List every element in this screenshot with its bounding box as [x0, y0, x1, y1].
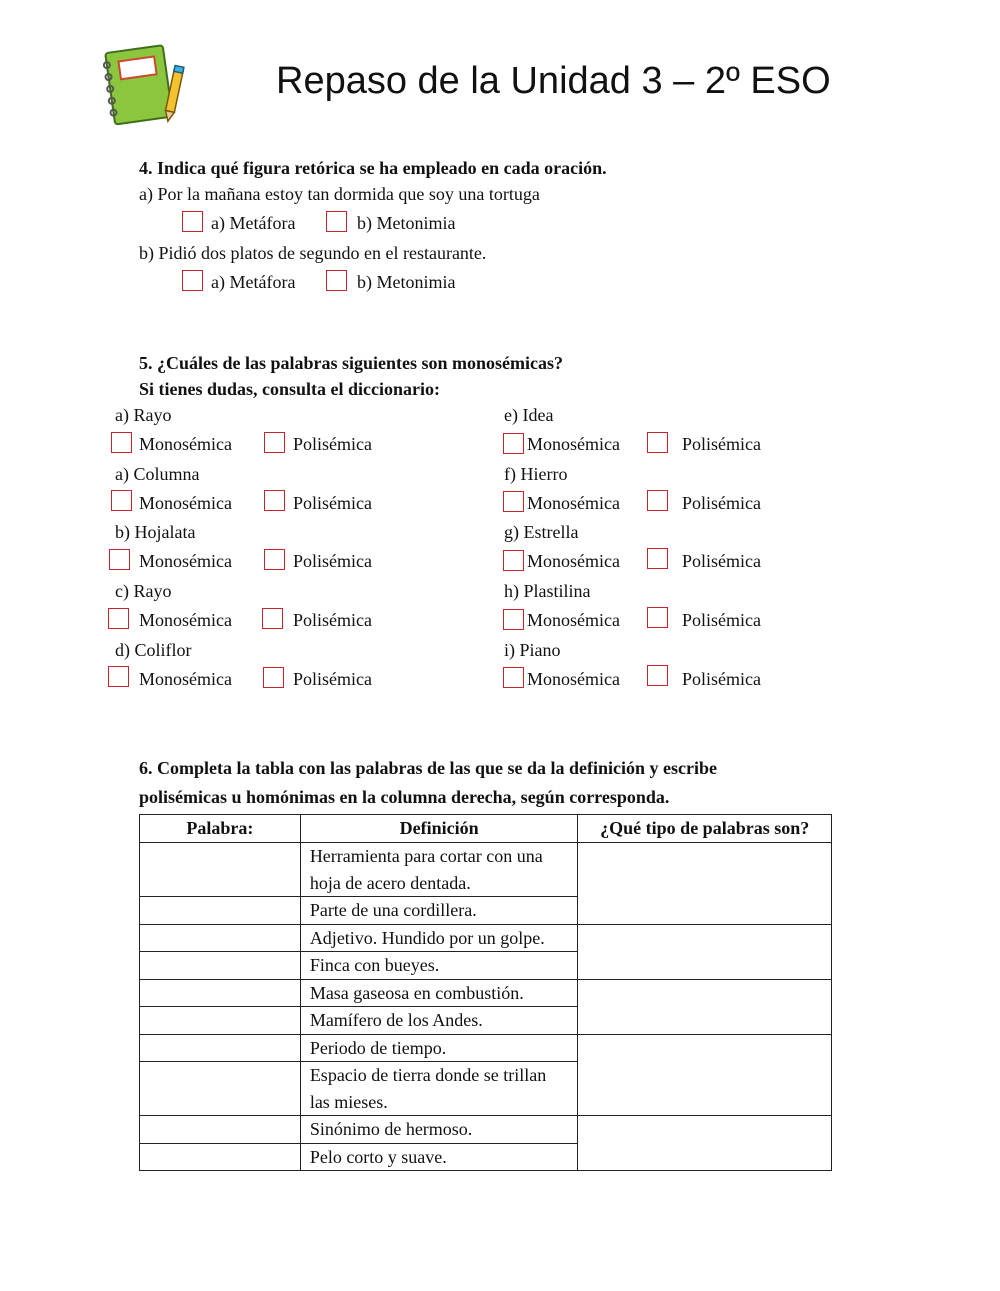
vocabulary-table: [139, 814, 832, 1171]
q4b-metafora-label: a) Metáfora: [211, 272, 296, 292]
definition-cell: Mamífero de los Andes.: [300, 1007, 578, 1035]
table-row: [140, 1116, 832, 1144]
column-header-type: ¿Qué tipo de palabras son?: [578, 815, 832, 843]
q4b-metonimia-label: b) Metonimia: [357, 272, 456, 292]
definition-cell: Periodo de tiempo.: [300, 1034, 578, 1062]
q5-word: c) Rayo: [115, 581, 172, 601]
word-answer-cell[interactable]: [140, 897, 301, 925]
q5-mono-checkbox[interactable]: [503, 667, 524, 688]
table-header-row: [140, 815, 832, 843]
q5-word: i) Piano: [504, 640, 561, 660]
q4-heading: 4. Indica qué figura retórica se ha empleado en cada oración.: [139, 158, 607, 178]
word-answer-cell[interactable]: [140, 924, 301, 952]
definition-cell: Espacio de tierra donde se trillan las mieses.: [300, 1062, 578, 1116]
type-answer-cell[interactable]: [578, 1116, 832, 1171]
q5-mono-label: Monosémica: [527, 434, 620, 454]
q5-mono-label: Monosémica: [527, 610, 620, 630]
type-answer-cell[interactable]: [578, 924, 832, 979]
q4a-metafora-label: a) Metáfora: [211, 213, 296, 233]
q5-poli-checkbox[interactable]: [647, 665, 668, 686]
definition-cell: Parte de una cordillera.: [300, 897, 578, 925]
q5-poli-checkbox[interactable]: [647, 490, 668, 511]
notebook-icon: [100, 40, 190, 130]
column-header-definition: Definición: [300, 815, 578, 843]
q5-poli-checkbox[interactable]: [647, 607, 668, 628]
q4a-metonimia-label: b) Metonimia: [357, 213, 456, 233]
q5-mono-label: Monosémica: [139, 434, 232, 454]
q5-poli-checkbox[interactable]: [264, 490, 285, 511]
q5-mono-checkbox[interactable]: [111, 432, 132, 453]
q5-poli-label: Polisémica: [682, 551, 761, 571]
q5-mono-label: Monosémica: [527, 551, 620, 571]
q5-mono-label: Monosémica: [139, 493, 232, 513]
q5-mono-checkbox[interactable]: [503, 433, 524, 454]
q5-mono-checkbox[interactable]: [503, 491, 524, 512]
word-answer-cell[interactable]: [140, 1062, 301, 1116]
q4a-metonimia-checkbox[interactable]: [326, 211, 347, 232]
definition-cell: Adjetivo. Hundido por un golpe.: [300, 924, 578, 952]
word-answer-cell[interactable]: [140, 979, 301, 1007]
q5-mono-label: Monosémica: [139, 551, 232, 571]
q4b-metafora-checkbox[interactable]: [182, 270, 203, 291]
q5-mono-label: Monosémica: [139, 669, 232, 689]
definition-cell: Masa gaseosa en combustión.: [300, 979, 578, 1007]
type-answer-cell[interactable]: [578, 843, 832, 925]
definition-cell: Pelo corto y suave.: [300, 1143, 578, 1171]
definition-cell: Finca con bueyes.: [300, 952, 578, 980]
q5-word: f) Hierro: [504, 464, 568, 484]
q4b-metonimia-checkbox[interactable]: [326, 270, 347, 291]
q5-mono-checkbox[interactable]: [108, 666, 129, 687]
table-row: [140, 1034, 832, 1062]
q5-poli-label: Polisémica: [293, 551, 372, 571]
q5-word: h) Plastilina: [504, 581, 591, 601]
q5-word: a) Rayo: [115, 405, 172, 425]
q5-subheading: Si tienes dudas, consulta el diccionario:: [139, 379, 441, 399]
q5-mono-label: Monosémica: [527, 669, 620, 689]
q5-poli-label: Polisémica: [682, 493, 761, 513]
q5-poli-label: Polisémica: [293, 493, 372, 513]
word-answer-cell[interactable]: [140, 1034, 301, 1062]
q6-subheading: polisémicas u homónimas en la columna derecha, según corresponda.: [139, 787, 670, 807]
q5-word: e) Idea: [504, 405, 554, 425]
q5-poli-checkbox[interactable]: [262, 608, 283, 629]
q5-poli-checkbox[interactable]: [263, 667, 284, 688]
q5-poli-label: Polisémica: [293, 610, 372, 630]
word-answer-cell[interactable]: [140, 1007, 301, 1035]
q5-word: b) Hojalata: [115, 522, 196, 542]
q5-poli-checkbox[interactable]: [647, 432, 668, 453]
q4a-metafora-checkbox[interactable]: [182, 211, 203, 232]
table-row: [140, 924, 832, 952]
q4-sentence-a: a) Por la mañana estoy tan dormida que soy una tortuga: [139, 184, 540, 204]
q5-mono-checkbox[interactable]: [111, 490, 132, 511]
definition-cell: Sinónimo de hermoso.: [300, 1116, 578, 1144]
word-answer-cell[interactable]: [140, 843, 301, 897]
q5-poli-label: Polisémica: [682, 434, 761, 454]
type-answer-cell[interactable]: [578, 1034, 832, 1116]
q5-heading: 5. ¿Cuáles de las palabras siguientes son monosémicas?: [139, 353, 564, 373]
word-answer-cell[interactable]: [140, 1143, 301, 1171]
q5-poli-checkbox[interactable]: [647, 548, 668, 569]
q5-word: g) Estrella: [504, 522, 579, 542]
table-row: [140, 843, 832, 897]
type-answer-cell[interactable]: [578, 979, 832, 1034]
q5-mono-checkbox[interactable]: [503, 550, 524, 571]
q5-mono-label: Monosémica: [139, 610, 232, 630]
q5-mono-checkbox[interactable]: [503, 609, 524, 630]
q4-sentence-b: b) Pidió dos platos de segundo en el restaurante.: [139, 243, 487, 263]
page-title: Repaso de la Unidad 3 – 2º ESO: [276, 60, 831, 102]
word-answer-cell[interactable]: [140, 1116, 301, 1144]
q5-word: d) Coliflor: [115, 640, 192, 660]
q5-poli-label: Polisémica: [293, 434, 372, 454]
definition-cell: Herramienta para cortar con una hoja de acero dentada.: [300, 843, 578, 897]
word-answer-cell[interactable]: [140, 952, 301, 980]
q5-poli-label: Polisémica: [293, 669, 372, 689]
q5-mono-checkbox[interactable]: [108, 608, 129, 629]
q5-poli-label: Polisémica: [682, 669, 761, 689]
q6-heading: 6. Completa la tabla con las palabras de las que se da la definición y escribe: [139, 758, 718, 778]
column-header-word: Palabra:: [140, 815, 301, 843]
q5-mono-checkbox[interactable]: [109, 549, 130, 570]
q5-poli-checkbox[interactable]: [264, 432, 285, 453]
q5-word: a) Columna: [115, 464, 200, 484]
q5-poli-label: Polisémica: [682, 610, 761, 630]
table-row: [140, 979, 832, 1007]
q5-poli-checkbox[interactable]: [264, 549, 285, 570]
q5-mono-label: Monosémica: [527, 493, 620, 513]
